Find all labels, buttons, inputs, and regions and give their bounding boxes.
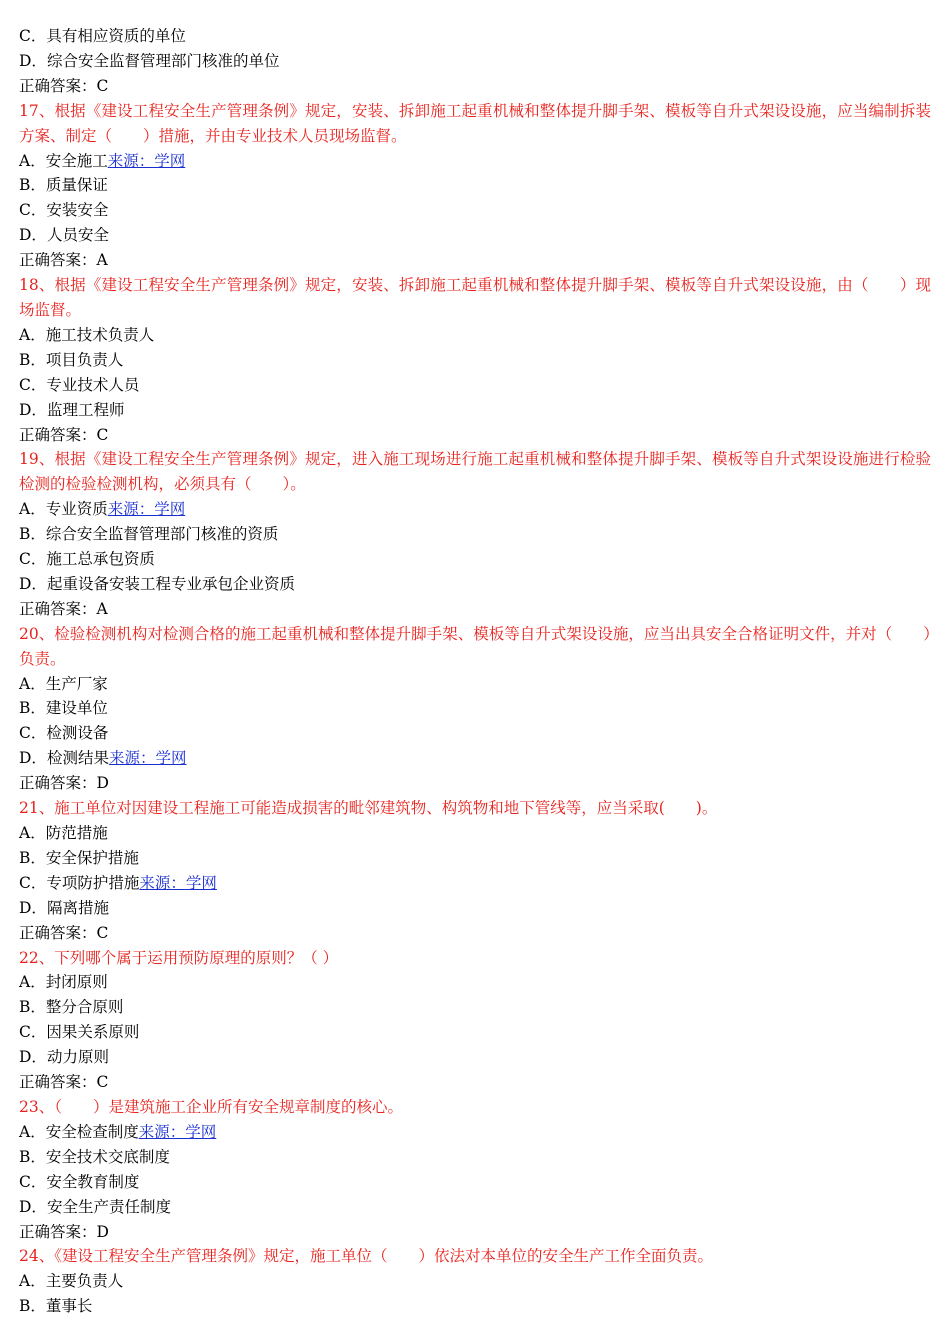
option-line (19, 398, 931, 423)
option-letter: A． (19, 824, 46, 842)
option-letter: B． (19, 525, 46, 544)
option-line (19, 696, 931, 721)
option-letter: B． (19, 176, 46, 195)
option-text: 综合安全监督管理部门核准的资质 (45, 525, 279, 544)
answer-value: A (96, 251, 108, 270)
option-line (19, 1045, 931, 1070)
answer-label: 正确答案： (19, 251, 97, 270)
option-letter: D． (19, 1048, 47, 1067)
option-line (19, 348, 931, 373)
option-line (19, 522, 931, 547)
answer-label: 正确答案： (19, 76, 97, 95)
answer-value: C (96, 923, 109, 942)
question-text: 20、检验检测机构对检测合格的施工起重机械和整体提升脚手架、模板等自升式架设设施，应当出具安全合格证明文件，并对（ ）负责。 (19, 624, 931, 668)
answer-label: 正确答案： (19, 1073, 97, 1092)
option-line (19, 896, 931, 921)
answer-line (19, 597, 931, 622)
option-line (19, 1269, 931, 1294)
option-text: 监理工程师 (46, 400, 125, 419)
option-text: 因果关系原则 (46, 1023, 140, 1042)
option-text: 项目负责人 (45, 350, 124, 369)
option-line (19, 1145, 931, 1170)
option-letter: B． (19, 699, 46, 718)
option-line (19, 24, 931, 49)
option-letter: C． (19, 724, 47, 743)
option-line (19, 149, 931, 174)
answer-value: C (96, 425, 109, 444)
option-text: 专业技术人员 (46, 375, 140, 394)
question-text: 21、施工单位对因建设工程施工可能造成损害的毗邻建筑物、构筑物和地下管线等，应当采取( )。 (19, 799, 718, 818)
option-text: 专业资质 (45, 500, 108, 519)
option-text: 综合安全监督管理部门核准的单位 (46, 51, 280, 70)
question-text: 22、下列哪个属于运用预防原理的原则？（ ） (19, 948, 339, 967)
answer-value: A (96, 599, 108, 618)
option-letter: D． (19, 898, 47, 917)
option-letter: B． (19, 1297, 46, 1316)
source-link[interactable]: 来源：学网 (139, 873, 217, 892)
option-letter: C． (19, 375, 47, 394)
question-block (19, 1244, 931, 1319)
source-link[interactable]: 来源：学网 (138, 1122, 217, 1141)
question-block (19, 1095, 931, 1244)
answer-line (19, 771, 931, 796)
question-block (19, 273, 931, 447)
option-text: 整分合原则 (45, 998, 124, 1017)
answer-label: 正确答案： (19, 599, 97, 618)
option-line (19, 970, 931, 995)
option-line (19, 223, 931, 248)
option-letter: A． (19, 151, 46, 170)
option-text: 动力原则 (46, 1048, 109, 1067)
option-text: 封闭原则 (45, 973, 108, 992)
option-line (19, 1195, 931, 1220)
source-link[interactable]: 来源：学网 (108, 749, 187, 768)
question-text: 17、根据《建设工程安全生产管理条例》规定，安装、拆卸施工起重机械和整体提升脚手架、模板等自升式架设设施，应当编制拆装方案、制定（ ）措施，并由专业技术人员现场监督。 (19, 101, 931, 145)
option-text: 安全生产责任制度 (46, 1197, 171, 1216)
option-letter: D． (19, 51, 47, 70)
option-line (19, 746, 931, 771)
answer-value: C (96, 76, 109, 95)
option-letter: A． (19, 1272, 46, 1291)
question-text: 19、根据《建设工程安全生产管理条例》规定，进入施工现场进行施工起重机械和整体提升脚手架、模板等自升式架设设施进行检验检测的检验检测机构，必须具有（ ）。 (19, 450, 931, 494)
question-block (19, 946, 931, 1095)
question-text: 23、（ ）是建筑施工企业所有安全规章制度的核心。 (19, 1097, 403, 1116)
option-letter: B． (19, 848, 46, 867)
option-line (19, 198, 931, 223)
option-letter: A． (19, 973, 46, 992)
question-text: 24、《建设工程安全生产管理条例》规定，施工单位（ ）依法对本单位的安全生产工作全面负责。 (19, 1247, 713, 1266)
answer-label: 正确答案： (19, 425, 97, 444)
answer-label: 正确答案： (19, 1222, 97, 1241)
answer-value: D (96, 774, 109, 793)
option-letter: C． (19, 550, 47, 569)
option-line (19, 821, 931, 846)
option-text: 安全教育制度 (46, 1172, 140, 1191)
answer-line (19, 423, 931, 448)
option-letter: A． (19, 674, 46, 693)
option-letter: C． (19, 1023, 47, 1042)
option-text: 安全保护措施 (45, 848, 139, 867)
answer-line (19, 921, 931, 946)
option-text: 施工技术负责人 (45, 325, 155, 344)
answer-line (19, 248, 931, 273)
option-text: 安全检查制度 (45, 1122, 139, 1141)
option-line (19, 1020, 931, 1045)
option-letter: A． (19, 325, 46, 344)
option-letter: D． (19, 226, 47, 245)
option-text: 专项防护措施 (46, 873, 140, 892)
option-text: 质量保证 (45, 176, 108, 195)
option-text: 施工总承包资质 (46, 550, 155, 569)
option-text: 防范措施 (45, 824, 108, 842)
option-text: 起重设备安装工程专业承包企业资质 (46, 574, 295, 593)
option-letter: C． (19, 201, 47, 220)
source-link[interactable]: 来源：学网 (107, 151, 186, 170)
option-letter: B． (19, 998, 46, 1017)
option-line (19, 1120, 931, 1145)
option-line (19, 1170, 931, 1195)
question-text: 18、根据《建设工程安全生产管理条例》规定，安装、拆卸施工起重机械和整体提升脚手架、模板等自升式架设设施，由（ ）现场监督。 (19, 276, 931, 319)
answer-line (19, 74, 931, 99)
option-text: 董事长 (45, 1297, 93, 1316)
answer-value: D (96, 1222, 109, 1241)
option-letter: D． (19, 1197, 47, 1216)
answer-line (19, 1220, 931, 1245)
option-text: 生产厂家 (45, 674, 108, 693)
option-text: 检测结果 (46, 749, 109, 768)
option-line (19, 672, 931, 697)
option-letter: B． (19, 350, 46, 369)
option-text: 人员安全 (46, 226, 109, 245)
option-line (19, 173, 931, 198)
question-block (19, 622, 931, 796)
option-line (19, 871, 931, 896)
option-text: 主要负责人 (45, 1272, 124, 1291)
option-line (19, 373, 931, 398)
option-letter: B． (19, 1147, 46, 1166)
option-letter: D． (19, 749, 47, 768)
option-letter: D． (19, 574, 47, 593)
question-block (19, 447, 931, 621)
option-line (19, 547, 931, 572)
source-link[interactable]: 来源：学网 (107, 500, 186, 519)
option-line (19, 49, 931, 74)
option-letter: A． (19, 1122, 46, 1141)
option-letter: D． (19, 400, 47, 419)
option-text: 安全技术交底制度 (45, 1147, 170, 1166)
option-text: 具有相应资质的单位 (46, 27, 186, 45)
option-text: 安装安全 (46, 201, 109, 220)
option-letter: A． (19, 500, 46, 519)
question-block (19, 99, 931, 273)
option-line (19, 846, 931, 871)
option-line (19, 497, 931, 522)
answer-line (19, 1070, 931, 1095)
option-text: 检测设备 (46, 724, 109, 743)
option-line (19, 572, 931, 597)
option-letter: C． (19, 27, 47, 45)
option-letter: C． (19, 1172, 47, 1191)
option-letter: C． (19, 873, 47, 892)
option-line (19, 995, 931, 1020)
answer-label: 正确答案： (19, 923, 97, 942)
option-line (19, 721, 931, 746)
option-line (19, 1294, 931, 1319)
answer-value: C (96, 1073, 109, 1092)
option-text: 安全施工 (45, 151, 108, 170)
question-block (19, 796, 931, 945)
option-line (19, 323, 931, 348)
answer-label: 正确答案： (19, 774, 97, 793)
option-text: 隔离措施 (46, 898, 109, 917)
option-text: 建设单位 (45, 699, 108, 718)
